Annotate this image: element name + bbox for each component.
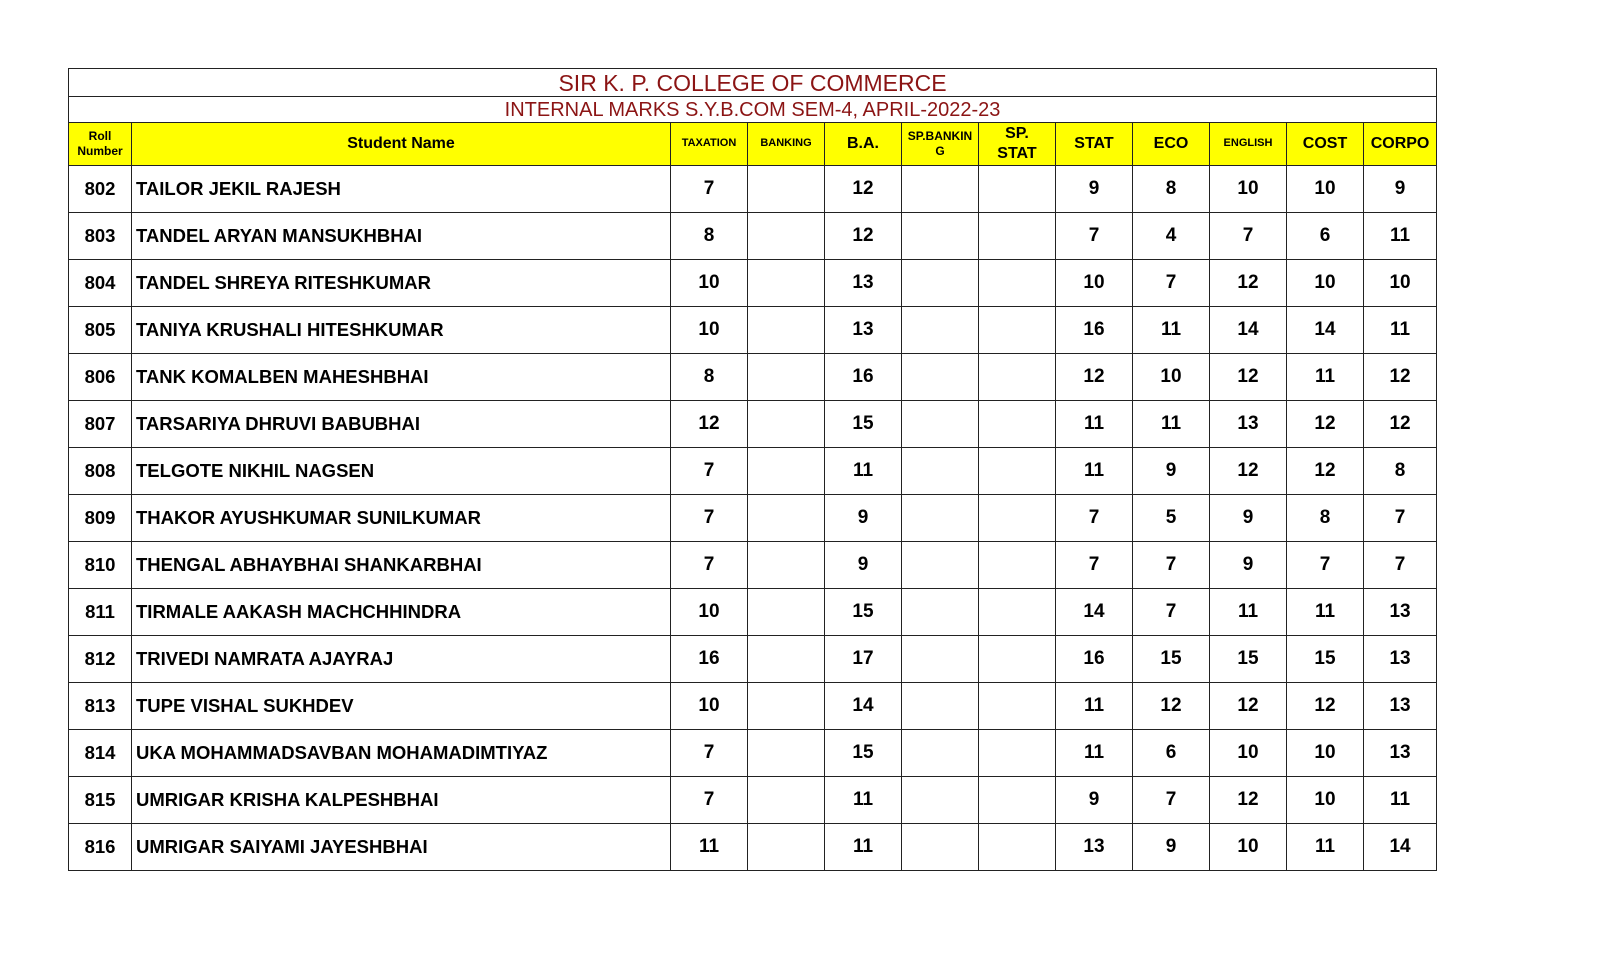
cell-ba: 17 bbox=[825, 636, 902, 683]
col-header-roll: Roll Number bbox=[69, 123, 132, 166]
cell-stat: 11 bbox=[1056, 730, 1133, 777]
cell-eco: 5 bbox=[1133, 495, 1210, 542]
cell-eco: 7 bbox=[1133, 542, 1210, 589]
cell-stat: 7 bbox=[1056, 213, 1133, 260]
cell-stat: 14 bbox=[1056, 589, 1133, 636]
cell-banking bbox=[748, 213, 825, 260]
cell-english: 10 bbox=[1210, 166, 1287, 213]
cell-cost: 11 bbox=[1287, 589, 1364, 636]
cell-english: 14 bbox=[1210, 307, 1287, 354]
cell-stat: 10 bbox=[1056, 260, 1133, 307]
cell-name: TRIVEDI NAMRATA AJAYRAJ bbox=[132, 636, 671, 683]
cell-roll: 811 bbox=[69, 589, 132, 636]
cell-eco: 11 bbox=[1133, 401, 1210, 448]
col-header-sp-banking: SP.BANKING bbox=[902, 123, 979, 166]
cell-ba: 14 bbox=[825, 683, 902, 730]
cell-eco: 7 bbox=[1133, 777, 1210, 824]
cell-taxation: 11 bbox=[671, 824, 748, 871]
cell-roll: 805 bbox=[69, 307, 132, 354]
cell-ba: 9 bbox=[825, 542, 902, 589]
cell-taxation: 10 bbox=[671, 683, 748, 730]
cell-taxation: 7 bbox=[671, 542, 748, 589]
cell-corpo: 7 bbox=[1364, 495, 1437, 542]
cell-name: TARSARIYA DHRUVI BABUBHAI bbox=[132, 401, 671, 448]
cell-name: TUPE VISHAL SUKHDEV bbox=[132, 683, 671, 730]
cell-english: 12 bbox=[1210, 683, 1287, 730]
cell-name: TANDEL ARYAN MANSUKHBHAI bbox=[132, 213, 671, 260]
cell-ba: 15 bbox=[825, 730, 902, 777]
cell-english: 9 bbox=[1210, 495, 1287, 542]
table-row bbox=[69, 213, 1437, 260]
cell-sp-banking bbox=[902, 777, 979, 824]
cell-sp-banking bbox=[902, 495, 979, 542]
cell-sp-stat bbox=[979, 354, 1056, 401]
cell-taxation: 7 bbox=[671, 448, 748, 495]
cell-eco: 9 bbox=[1133, 824, 1210, 871]
cell-sp-stat bbox=[979, 824, 1056, 871]
cell-ba: 13 bbox=[825, 260, 902, 307]
cell-corpo: 13 bbox=[1364, 683, 1437, 730]
cell-corpo: 8 bbox=[1364, 448, 1437, 495]
cell-stat: 11 bbox=[1056, 448, 1133, 495]
cell-taxation: 7 bbox=[671, 730, 748, 777]
cell-banking bbox=[748, 777, 825, 824]
cell-eco: 11 bbox=[1133, 307, 1210, 354]
cell-roll: 803 bbox=[69, 213, 132, 260]
cell-sp-stat bbox=[979, 683, 1056, 730]
cell-corpo: 11 bbox=[1364, 307, 1437, 354]
sheet-subtitle: INTERNAL MARKS S.Y.B.COM SEM-4, APRIL-2022-23 bbox=[69, 97, 1437, 123]
cell-taxation: 10 bbox=[671, 589, 748, 636]
cell-corpo: 14 bbox=[1364, 824, 1437, 871]
cell-cost: 6 bbox=[1287, 213, 1364, 260]
cell-name: THENGAL ABHAYBHAI SHANKARBHAI bbox=[132, 542, 671, 589]
table-row bbox=[69, 824, 1437, 871]
cell-banking bbox=[748, 260, 825, 307]
cell-cost: 12 bbox=[1287, 401, 1364, 448]
cell-sp-stat bbox=[979, 260, 1056, 307]
cell-roll: 802 bbox=[69, 166, 132, 213]
cell-roll: 809 bbox=[69, 495, 132, 542]
table-row bbox=[69, 448, 1437, 495]
cell-english: 12 bbox=[1210, 777, 1287, 824]
col-header-cost: COST bbox=[1287, 123, 1364, 166]
cell-banking bbox=[748, 683, 825, 730]
col-header-ba: B.A. bbox=[825, 123, 902, 166]
cell-roll: 804 bbox=[69, 260, 132, 307]
table-row bbox=[69, 495, 1437, 542]
col-header-name: Student Name bbox=[132, 123, 671, 166]
cell-name: TAILOR JEKIL RAJESH bbox=[132, 166, 671, 213]
cell-sp-stat bbox=[979, 495, 1056, 542]
cell-corpo: 7 bbox=[1364, 542, 1437, 589]
cell-english: 9 bbox=[1210, 542, 1287, 589]
cell-roll: 806 bbox=[69, 354, 132, 401]
col-header-corpo: CORPO bbox=[1364, 123, 1437, 166]
cell-name: UKA MOHAMMADSAVBAN MOHAMADIMTIYAZ bbox=[132, 730, 671, 777]
cell-cost: 7 bbox=[1287, 542, 1364, 589]
table-row bbox=[69, 589, 1437, 636]
cell-cost: 10 bbox=[1287, 777, 1364, 824]
cell-sp-stat bbox=[979, 636, 1056, 683]
table-row bbox=[69, 401, 1437, 448]
cell-roll: 812 bbox=[69, 636, 132, 683]
cell-ba: 11 bbox=[825, 777, 902, 824]
cell-eco: 10 bbox=[1133, 354, 1210, 401]
cell-banking bbox=[748, 542, 825, 589]
cell-cost: 12 bbox=[1287, 448, 1364, 495]
cell-sp-banking bbox=[902, 354, 979, 401]
cell-sp-banking bbox=[902, 448, 979, 495]
cell-corpo: 10 bbox=[1364, 260, 1437, 307]
cell-corpo: 9 bbox=[1364, 166, 1437, 213]
cell-cost: 8 bbox=[1287, 495, 1364, 542]
cell-taxation: 16 bbox=[671, 636, 748, 683]
cell-sp-banking bbox=[902, 213, 979, 260]
cell-stat: 9 bbox=[1056, 166, 1133, 213]
col-header-taxation: TAXATION bbox=[671, 123, 748, 166]
cell-ba: 15 bbox=[825, 401, 902, 448]
cell-english: 10 bbox=[1210, 730, 1287, 777]
cell-cost: 11 bbox=[1287, 824, 1364, 871]
cell-sp-banking bbox=[902, 260, 979, 307]
cell-corpo: 13 bbox=[1364, 730, 1437, 777]
cell-sp-stat bbox=[979, 730, 1056, 777]
cell-english: 7 bbox=[1210, 213, 1287, 260]
cell-english: 12 bbox=[1210, 354, 1287, 401]
cell-stat: 12 bbox=[1056, 354, 1133, 401]
cell-english: 15 bbox=[1210, 636, 1287, 683]
cell-corpo: 11 bbox=[1364, 777, 1437, 824]
cell-stat: 9 bbox=[1056, 777, 1133, 824]
cell-banking bbox=[748, 636, 825, 683]
cell-name: TANK KOMALBEN MAHESHBHAI bbox=[132, 354, 671, 401]
cell-banking bbox=[748, 495, 825, 542]
cell-roll: 808 bbox=[69, 448, 132, 495]
cell-stat: 11 bbox=[1056, 401, 1133, 448]
cell-taxation: 8 bbox=[671, 213, 748, 260]
cell-stat: 7 bbox=[1056, 495, 1133, 542]
cell-taxation: 10 bbox=[671, 307, 748, 354]
cell-name: TANDEL SHREYA RITESHKUMAR bbox=[132, 260, 671, 307]
cell-english: 12 bbox=[1210, 260, 1287, 307]
cell-corpo: 11 bbox=[1364, 213, 1437, 260]
cell-taxation: 7 bbox=[671, 495, 748, 542]
cell-sp-stat bbox=[979, 307, 1056, 354]
cell-stat: 16 bbox=[1056, 307, 1133, 354]
cell-eco: 4 bbox=[1133, 213, 1210, 260]
table-row bbox=[69, 636, 1437, 683]
cell-cost: 11 bbox=[1287, 354, 1364, 401]
cell-name: THAKOR AYUSHKUMAR SUNILKUMAR bbox=[132, 495, 671, 542]
cell-corpo: 13 bbox=[1364, 636, 1437, 683]
cell-ba: 16 bbox=[825, 354, 902, 401]
cell-taxation: 12 bbox=[671, 401, 748, 448]
cell-cost: 15 bbox=[1287, 636, 1364, 683]
cell-ba: 12 bbox=[825, 213, 902, 260]
cell-name: UMRIGAR KRISHA KALPESHBHAI bbox=[132, 777, 671, 824]
cell-taxation: 10 bbox=[671, 260, 748, 307]
cell-ba: 15 bbox=[825, 589, 902, 636]
cell-roll: 816 bbox=[69, 824, 132, 871]
cell-corpo: 12 bbox=[1364, 354, 1437, 401]
column-header-row bbox=[69, 123, 1437, 166]
cell-stat: 7 bbox=[1056, 542, 1133, 589]
cell-sp-stat bbox=[979, 777, 1056, 824]
cell-banking bbox=[748, 401, 825, 448]
marks-table bbox=[68, 68, 1437, 871]
cell-english: 11 bbox=[1210, 589, 1287, 636]
col-header-banking: BANKING bbox=[748, 123, 825, 166]
cell-name: UMRIGAR SAIYAMI JAYESHBHAI bbox=[132, 824, 671, 871]
cell-eco: 9 bbox=[1133, 448, 1210, 495]
cell-cost: 12 bbox=[1287, 683, 1364, 730]
cell-banking bbox=[748, 354, 825, 401]
cell-ba: 11 bbox=[825, 448, 902, 495]
cell-sp-banking bbox=[902, 683, 979, 730]
col-header-english: ENGLISH bbox=[1210, 123, 1287, 166]
marks-sheet bbox=[68, 68, 1436, 871]
cell-corpo: 12 bbox=[1364, 401, 1437, 448]
cell-name: TIRMALE AAKASH MACHCHHINDRA bbox=[132, 589, 671, 636]
cell-sp-stat bbox=[979, 166, 1056, 213]
cell-taxation: 7 bbox=[671, 777, 748, 824]
cell-english: 12 bbox=[1210, 448, 1287, 495]
cell-name: TELGOTE NIKHIL NAGSEN bbox=[132, 448, 671, 495]
cell-sp-banking bbox=[902, 542, 979, 589]
college-title: SIR K. P. COLLEGE OF COMMERCE bbox=[69, 69, 1437, 97]
cell-cost: 14 bbox=[1287, 307, 1364, 354]
cell-stat: 16 bbox=[1056, 636, 1133, 683]
cell-eco: 6 bbox=[1133, 730, 1210, 777]
cell-sp-stat bbox=[979, 401, 1056, 448]
table-row bbox=[69, 260, 1437, 307]
cell-sp-banking bbox=[902, 730, 979, 777]
table-row bbox=[69, 354, 1437, 401]
cell-roll: 807 bbox=[69, 401, 132, 448]
cell-sp-banking bbox=[902, 166, 979, 213]
cell-english: 13 bbox=[1210, 401, 1287, 448]
cell-english: 10 bbox=[1210, 824, 1287, 871]
table-row bbox=[69, 307, 1437, 354]
cell-roll: 810 bbox=[69, 542, 132, 589]
cell-eco: 7 bbox=[1133, 260, 1210, 307]
col-header-eco: ECO bbox=[1133, 123, 1210, 166]
cell-sp-banking bbox=[902, 307, 979, 354]
cell-cost: 10 bbox=[1287, 166, 1364, 213]
table-row bbox=[69, 166, 1437, 213]
cell-banking bbox=[748, 166, 825, 213]
cell-roll: 814 bbox=[69, 730, 132, 777]
cell-cost: 10 bbox=[1287, 260, 1364, 307]
cell-eco: 12 bbox=[1133, 683, 1210, 730]
cell-banking bbox=[748, 824, 825, 871]
table-row bbox=[69, 542, 1437, 589]
cell-sp-stat bbox=[979, 542, 1056, 589]
cell-eco: 15 bbox=[1133, 636, 1210, 683]
cell-banking bbox=[748, 730, 825, 777]
cell-sp-banking bbox=[902, 589, 979, 636]
cell-stat: 13 bbox=[1056, 824, 1133, 871]
cell-cost: 10 bbox=[1287, 730, 1364, 777]
table-row bbox=[69, 777, 1437, 824]
cell-sp-stat bbox=[979, 589, 1056, 636]
cell-roll: 813 bbox=[69, 683, 132, 730]
cell-ba: 9 bbox=[825, 495, 902, 542]
cell-sp-stat bbox=[979, 213, 1056, 260]
cell-stat: 11 bbox=[1056, 683, 1133, 730]
cell-eco: 8 bbox=[1133, 166, 1210, 213]
cell-sp-stat bbox=[979, 448, 1056, 495]
cell-ba: 13 bbox=[825, 307, 902, 354]
cell-name: TANIYA KRUSHALI HITESHKUMAR bbox=[132, 307, 671, 354]
cell-corpo: 13 bbox=[1364, 589, 1437, 636]
cell-ba: 12 bbox=[825, 166, 902, 213]
cell-banking bbox=[748, 448, 825, 495]
cell-sp-banking bbox=[902, 401, 979, 448]
table-row bbox=[69, 730, 1437, 777]
cell-taxation: 7 bbox=[671, 166, 748, 213]
cell-sp-banking bbox=[902, 824, 979, 871]
cell-ba: 11 bbox=[825, 824, 902, 871]
cell-roll: 815 bbox=[69, 777, 132, 824]
cell-sp-banking bbox=[902, 636, 979, 683]
col-header-sp-stat: SP. STAT bbox=[979, 123, 1056, 166]
cell-taxation: 8 bbox=[671, 354, 748, 401]
cell-banking bbox=[748, 589, 825, 636]
cell-eco: 7 bbox=[1133, 589, 1210, 636]
col-header-stat: STAT bbox=[1056, 123, 1133, 166]
student-rows bbox=[69, 166, 1437, 871]
table-row bbox=[69, 683, 1437, 730]
cell-banking bbox=[748, 307, 825, 354]
